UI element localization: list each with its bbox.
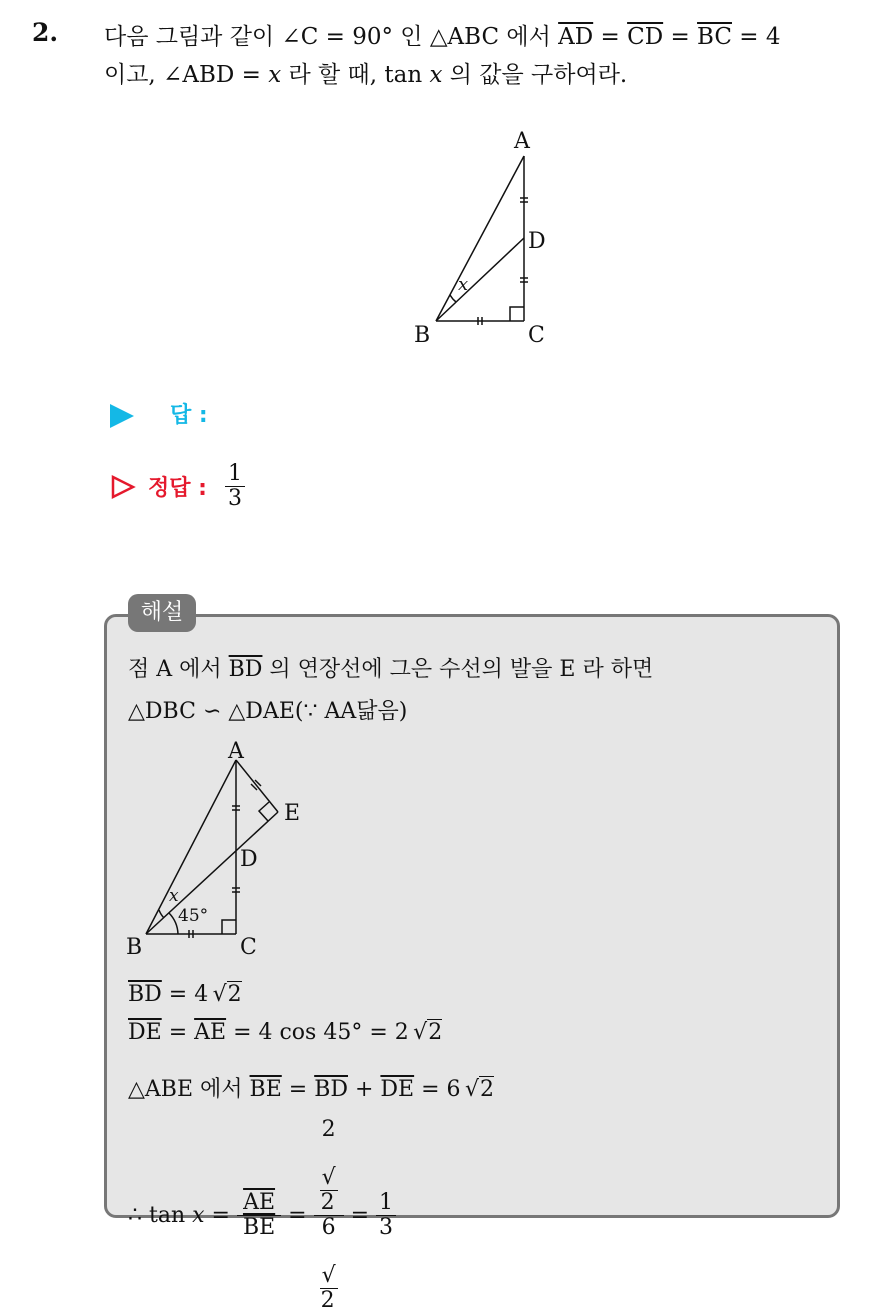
correct-answer-row — [110, 462, 245, 511]
segment-bd — [436, 238, 524, 321]
segment-bc: $\overline{BC}$ — [697, 24, 732, 50]
fraction-ae-be: $\frac{\overline{AE}}{BE}$ — [237, 1191, 281, 1240]
angle-x-arc — [450, 295, 456, 302]
angle-x-arc — [159, 910, 164, 918]
correct-label: 정답 : — [148, 476, 207, 501]
solution-tag: 해설 — [128, 594, 196, 632]
label-x: x — [169, 886, 179, 906]
side-ab — [436, 156, 524, 321]
triangle-figure — [400, 120, 570, 350]
segment-ae — [236, 760, 278, 812]
label-c: C — [528, 323, 545, 348]
label-a: A — [514, 129, 530, 154]
label-x: x — [458, 274, 469, 295]
equation-de: $\overline{DE} = \overline{AE} = 4$ cos 45° = 2 √2 — [128, 1020, 443, 1045]
solution-figure — [118, 738, 318, 968]
label-45: 45° — [178, 906, 209, 926]
segment-cd: $\overline{CD}$ — [627, 24, 664, 50]
label-b: B — [414, 323, 431, 348]
segment-ad: $\overline{AD}$ — [558, 24, 594, 50]
fraction-sqrt: 2 √ 2 6 √ 2 — [314, 1118, 344, 1313]
label-c: C — [240, 935, 257, 960]
problem-number: 2. — [32, 18, 59, 47]
equation-tan: ∴ tan x = $\frac{\overline{AE}}{BE}$ = 2 √ 2 6 √ 2 = $\frac{1}{3}$ — [128, 1118, 396, 1313]
play-icon — [110, 404, 134, 428]
answer-row — [110, 398, 208, 429]
right-angle-mark — [510, 307, 524, 321]
label-a: A — [228, 739, 244, 764]
equation-be: △ABE 에서 $\overline{BE} = \overline{BD} + \overline{DE} = 6$ √2 — [128, 1077, 494, 1102]
fraction-result: $\frac{1}{3}$ — [376, 1191, 396, 1240]
right-angle-mark-e — [259, 802, 269, 821]
label-d: D — [528, 229, 546, 254]
label-d: D — [240, 847, 258, 872]
answer-label: 답 : — [170, 403, 208, 428]
segment-be — [146, 812, 278, 934]
solution-line-1: 점 A 에서 $\overline{BD}$ 의 연장선에 그은 수선의 발을 E 라 하면 — [128, 657, 654, 682]
equation-bd: $\overline{BD} = 4$ √2 — [128, 982, 242, 1007]
label-e: E — [284, 801, 301, 826]
solution-line-2: △DBC ∽ △DAE(∵ AA닮음) — [128, 699, 408, 724]
angle-45-arc — [169, 913, 178, 934]
tick-marks — [478, 198, 528, 325]
problem-line-1: 다음 그림과 같이 ∠C = 90° 인 △ABC 에서 $\overline{AD} = \overline{CD} = \overline{BC} = 4$ — [104, 24, 781, 50]
right-angle-mark-c — [222, 920, 236, 934]
outline-play-icon — [110, 474, 136, 500]
label-b: B — [126, 935, 143, 960]
problem-line-2: 이고, ∠ABD = x 라 할 때, tan x 의 값을 구하여라. — [104, 62, 628, 88]
correct-fraction: $\frac{1}{3}$ — [225, 462, 245, 511]
